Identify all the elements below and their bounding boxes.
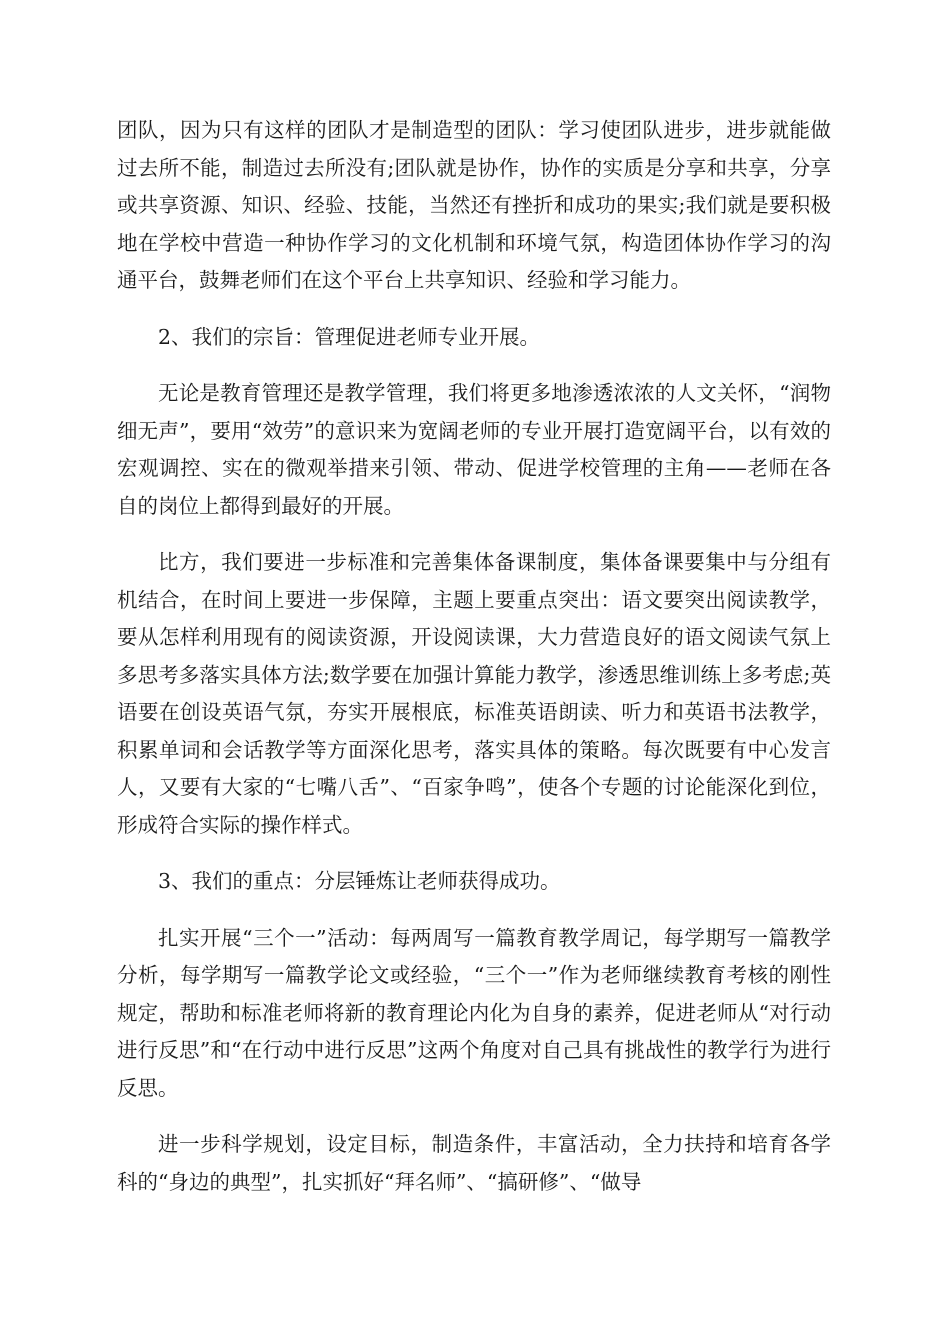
paragraph-management: 无论是教育管理还是教学管理，我们将更多地渗透浓浓的人文关怀，“润物细无声”，要用“效劳”的意识来为宽阔老师的专业开展打造宽阔平台，以有效的宏观调控、实在的微观举措来引领、带动、促进学校管理的主角——老师在各自的岗位上都得到最好的开展。 (117, 381, 831, 518)
paragraph-team-collaboration: 团队，因为只有这样的团队才是制造型的团队：学习使团队进步，进步就能做过去所不能，制造过去所没有;团队就是协作，协作的实质是分享和共享，分享或共享资源、知识、经验、技能，当然还有挫折和成功的果实;我们就是要积极地在学校中营造一种协作学习的文化机制和环境气氛，构造团体协作学习的沟通平台，鼓舞老师们在这个平台上共享知识、经验和学习能力。 (117, 118, 831, 292)
heading-purpose: 2、我们的宗旨：管理促进老师专业开展。 (158, 324, 541, 349)
paragraph-three-ones: 扎实开展“三个一”活动：每两周写一篇教育教学周记，每学期写一篇教学分析，每学期写一篇教学论文或经验，“三个一”作为老师继续教育考核的刚性规定，帮助和标准老师将新的教育理论内化为自身的素养，促进老师从“对行动进行反思”和“在行动中进行反思”这两个角度对自己具有挑战性的教学行为进行反思。 (117, 925, 831, 1100)
heading-focus: 3、我们的重点：分层锤炼让老师获得成功。 (158, 869, 561, 893)
document-body (117, 112, 831, 1220)
paragraph-lesson-planning: 比方，我们要进一步标准和完善集体备课制度，集体备课要集中与分组有机结合，在时间上要进一步保障，主题上要重点突出：语文要突出阅读教学，要从怎样利用现有的阅读资源，开设阅读课，大力营造良好的语文阅读气氛上多思考多落实具体方法;数学要在加强计算能力教学，渗透思维训练上多考虑;英语要在创设英语气氛，夯实开展根底，标准英语朗读、听力和英语书法教学，积累单词和会话教学等方面深化思考，落实具体的策略。每次既要有中心发言人，又要有大家的“七嘴八舌”、“百家争鸣”，使各个专题的讨论能深化到位，形成符合实际的操作样式。 (117, 550, 831, 837)
paragraph-planning-models: 进一步科学规划，设定目标，制造条件，丰富活动，全力扶持和培育各学科的“身边的典型”，扎实抓好“拜名师”、“搞研修”、“做导 (117, 1132, 831, 1194)
